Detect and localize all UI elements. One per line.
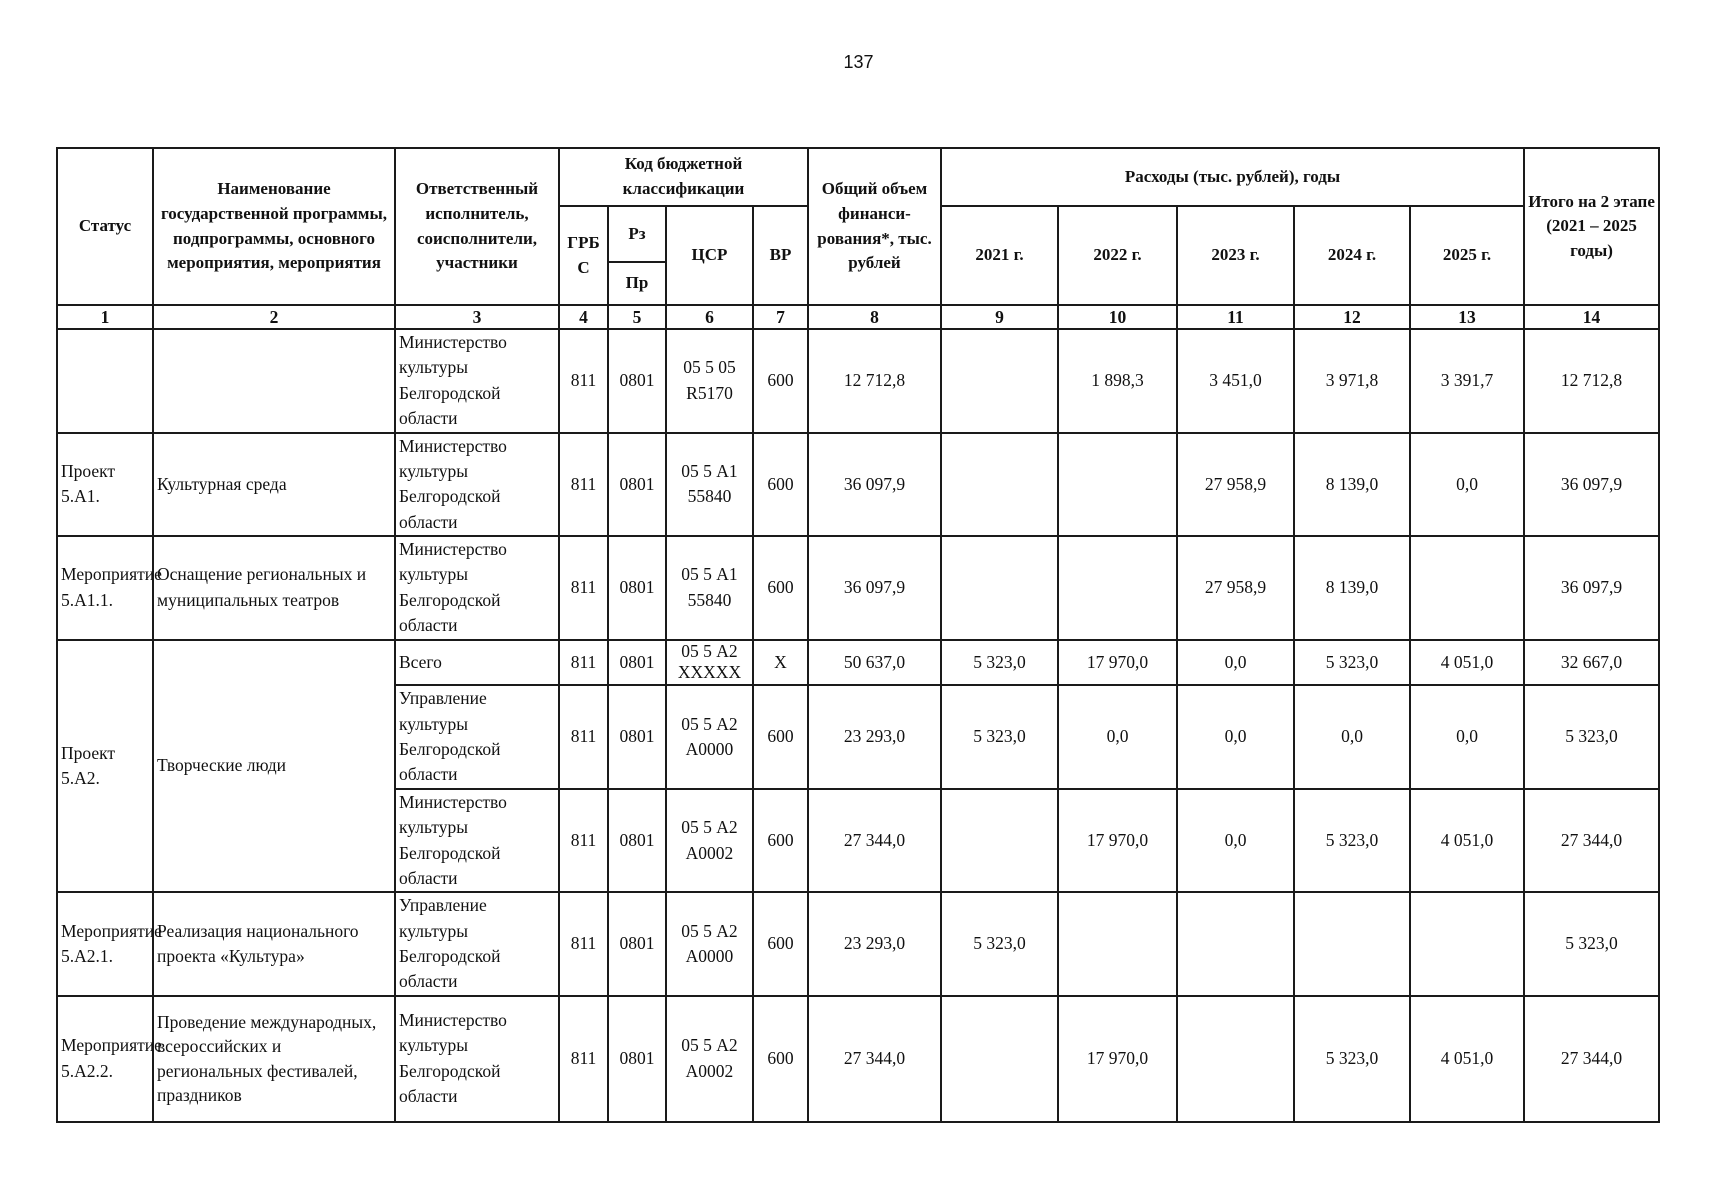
header-name: Наименование государственной программы, подпрограммы, основного мероприятия, мероприятия	[153, 148, 395, 305]
row-2021	[941, 996, 1058, 1122]
row-2022: 17 970,0	[1058, 789, 1177, 893]
row-responsible: Управление культуры Белгородской области	[395, 685, 559, 789]
row-2022	[1058, 892, 1177, 996]
row-status: Мероприятие 5.А1.1.	[57, 536, 153, 640]
row-vr: 600	[753, 433, 808, 537]
row-name: Культурная среда	[153, 433, 395, 537]
row-2024: 3 971,8	[1294, 329, 1410, 433]
column-number: 1	[57, 305, 153, 329]
row-csr: 05 5 А2 А0000	[666, 685, 753, 789]
row-2024: 5 323,0	[1294, 996, 1410, 1122]
row-vr: 600	[753, 685, 808, 789]
row-rzpr: 0801	[608, 996, 666, 1122]
header-expenses: Расходы (тыс. рублей), годы	[941, 148, 1524, 206]
row-csr: 05 5 А2 А0002	[666, 789, 753, 893]
table-row	[57, 892, 1659, 996]
row-responsible: Министерство культуры Белгородской области	[395, 536, 559, 640]
row-2023: 27 958,9	[1177, 536, 1294, 640]
row-csr: 05 5 05 R5170	[666, 329, 753, 433]
row-total: 27 344,0	[808, 996, 941, 1122]
header-2024: 2024 г.	[1294, 206, 1410, 305]
column-number: 9	[941, 305, 1058, 329]
row-rzpr: 0801	[608, 433, 666, 537]
column-number: 2	[153, 305, 395, 329]
row-vr: 600	[753, 789, 808, 893]
row-stage-total: 12 712,8	[1524, 329, 1659, 433]
row-rzpr: 0801	[608, 536, 666, 640]
table-row	[57, 433, 1659, 537]
row-2022: 0,0	[1058, 685, 1177, 789]
row-stage-total: 5 323,0	[1524, 892, 1659, 996]
row-2023	[1177, 996, 1294, 1122]
row-responsible: Министерство культуры Белгородской области	[395, 996, 559, 1122]
column-number: 11	[1177, 305, 1294, 329]
header-stage-total: Итого на 2 этапе (2021 – 2025 годы)	[1524, 148, 1659, 305]
row-stage-total: 5 323,0	[1524, 685, 1659, 789]
header-grbs: ГРБ С	[559, 206, 608, 305]
row-rzpr: 0801	[608, 329, 666, 433]
header-budget-code: Код бюджетной классификации	[559, 148, 808, 206]
row-2025	[1410, 536, 1524, 640]
row-grbs: 811	[559, 685, 608, 789]
header-2023: 2023 г.	[1177, 206, 1294, 305]
row-2023: 27 958,9	[1177, 433, 1294, 537]
row-stage-total: 32 667,0	[1524, 640, 1659, 686]
column-number: 4	[559, 305, 608, 329]
row-2023: 3 451,0	[1177, 329, 1294, 433]
row-status	[57, 329, 153, 433]
row-2021	[941, 789, 1058, 893]
row-responsible: Всего	[395, 640, 559, 686]
row-name: Проведение международных, всероссийских и региональных фестивалей, праздников	[153, 996, 395, 1122]
row-name: Оснащение региональных и муниципальных театров	[153, 536, 395, 640]
row-name: Творческие люди	[153, 640, 395, 893]
row-grbs: 811	[559, 433, 608, 537]
row-2023: 0,0	[1177, 789, 1294, 893]
row-2024: 0,0	[1294, 685, 1410, 789]
row-total: 36 097,9	[808, 536, 941, 640]
header-pr: Пр	[608, 262, 666, 305]
row-rzpr: 0801	[608, 892, 666, 996]
header-status: Статус	[57, 148, 153, 305]
header-2025: 2025 г.	[1410, 206, 1524, 305]
row-rzpr: 0801	[608, 640, 666, 686]
row-csr: 05 5 А2 А0002	[666, 996, 753, 1122]
row-2024: 5 323,0	[1294, 789, 1410, 893]
row-responsible: Министерство культуры Белгородской области	[395, 329, 559, 433]
row-name: Реализация национального проекта «Культура»	[153, 892, 395, 996]
column-number: 10	[1058, 305, 1177, 329]
row-2022: 17 970,0	[1058, 640, 1177, 686]
header-vr: ВР	[753, 206, 808, 305]
row-csr: 05 5 А1 55840	[666, 433, 753, 537]
row-vr: 600	[753, 329, 808, 433]
row-2022	[1058, 536, 1177, 640]
column-number: 8	[808, 305, 941, 329]
row-2023: 0,0	[1177, 640, 1294, 686]
row-status: Мероприятие 5.А2.1.	[57, 892, 153, 996]
row-total: 23 293,0	[808, 892, 941, 996]
header-responsible: Ответственный исполнитель, соисполнители, участники	[395, 148, 559, 305]
table-row	[57, 996, 1659, 1122]
row-csr: 05 5 А2 XXXXX	[666, 640, 753, 686]
row-vr: 600	[753, 536, 808, 640]
row-name	[153, 329, 395, 433]
row-2025: 3 391,7	[1410, 329, 1524, 433]
row-2022	[1058, 433, 1177, 537]
row-responsible: Министерство культуры Белгородской области	[395, 433, 559, 537]
row-responsible: Управление культуры Белгородской области	[395, 892, 559, 996]
row-vr: X	[753, 640, 808, 686]
row-2021: 5 323,0	[941, 685, 1058, 789]
row-status: Мероприятие 5.А2.2.	[57, 996, 153, 1122]
row-grbs: 811	[559, 892, 608, 996]
row-2021	[941, 536, 1058, 640]
row-2025: 0,0	[1410, 433, 1524, 537]
row-2024: 5 323,0	[1294, 640, 1410, 686]
row-grbs: 811	[559, 536, 608, 640]
row-2025: 0,0	[1410, 685, 1524, 789]
header-2022: 2022 г.	[1058, 206, 1177, 305]
row-responsible: Министерство культуры Белгородской области	[395, 789, 559, 893]
header-csr: ЦСР	[666, 206, 753, 305]
row-total: 36 097,9	[808, 433, 941, 537]
row-grbs: 811	[559, 789, 608, 893]
page-number: 137	[843, 52, 874, 72]
row-2023	[1177, 892, 1294, 996]
row-2025: 4 051,0	[1410, 996, 1524, 1122]
row-2021	[941, 329, 1058, 433]
column-number: 6	[666, 305, 753, 329]
column-number: 14	[1524, 305, 1659, 329]
table-row	[57, 536, 1659, 640]
row-stage-total: 27 344,0	[1524, 789, 1659, 893]
row-2021	[941, 433, 1058, 537]
table-row	[57, 329, 1659, 433]
row-status: Проект 5.А1.	[57, 433, 153, 537]
row-stage-total: 36 097,9	[1524, 433, 1659, 537]
row-grbs: 811	[559, 640, 608, 686]
row-2023: 0,0	[1177, 685, 1294, 789]
row-2022: 1 898,3	[1058, 329, 1177, 433]
row-status: Проект 5.А2.	[57, 640, 153, 893]
row-stage-total: 36 097,9	[1524, 536, 1659, 640]
row-2024: 8 139,0	[1294, 433, 1410, 537]
row-grbs: 811	[559, 996, 608, 1122]
row-rzpr: 0801	[608, 685, 666, 789]
row-2025: 4 051,0	[1410, 640, 1524, 686]
row-total: 50 637,0	[808, 640, 941, 686]
column-number: 3	[395, 305, 559, 329]
column-number: 13	[1410, 305, 1524, 329]
row-2025: 4 051,0	[1410, 789, 1524, 893]
row-vr: 600	[753, 996, 808, 1122]
row-total: 27 344,0	[808, 789, 941, 893]
row-rzpr: 0801	[608, 789, 666, 893]
column-number: 5	[608, 305, 666, 329]
column-number: 12	[1294, 305, 1410, 329]
row-stage-total: 27 344,0	[1524, 996, 1659, 1122]
row-total: 12 712,8	[808, 329, 941, 433]
row-2025	[1410, 892, 1524, 996]
header-rz: Рз	[608, 206, 666, 262]
row-vr: 600	[753, 892, 808, 996]
row-csr: 05 5 А2 А0000	[666, 892, 753, 996]
budget-table	[56, 147, 1660, 1123]
row-2022: 17 970,0	[1058, 996, 1177, 1122]
row-2024	[1294, 892, 1410, 996]
row-2024: 8 139,0	[1294, 536, 1410, 640]
row-2021: 5 323,0	[941, 892, 1058, 996]
row-csr: 05 5 А1 55840	[666, 536, 753, 640]
row-total: 23 293,0	[808, 685, 941, 789]
header-total: Общий объем финанси- рования*, тыс. рублей	[808, 148, 941, 305]
table-row	[57, 640, 1659, 686]
column-number: 7	[753, 305, 808, 329]
header-2021: 2021 г.	[941, 206, 1058, 305]
row-2021: 5 323,0	[941, 640, 1058, 686]
row-grbs: 811	[559, 329, 608, 433]
